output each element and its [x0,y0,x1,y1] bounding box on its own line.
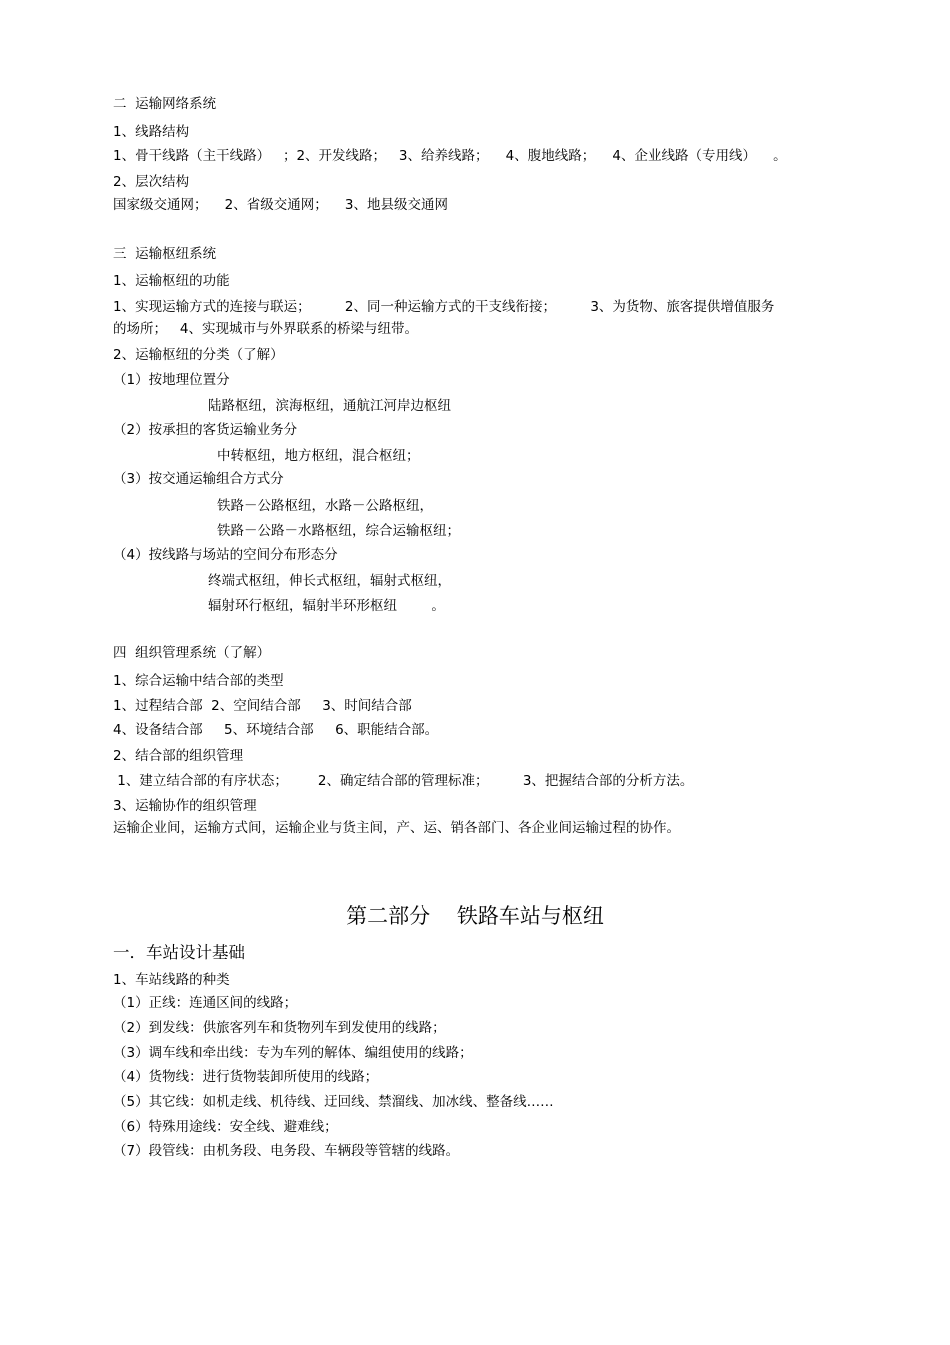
item-line-structure-detail: 1、骨干线路（主干线路） ；2、开发线路； 3、给养线路； 4、腹地线路； 4、企业线路（专用线） 。 [113,148,787,164]
item-line-structure: 1、线路结构 [113,124,190,140]
item-hub-function-detail-2: 的场所； 4、实现城市与外界联系的桥梁与纽带。 [113,321,418,337]
section-heading-hub: 三 运输枢纽系统 [113,246,217,262]
item-cooperation-detail: 运输企业间，运输方式间，运输企业与货主间，产、运、销各部门、各企业间运输过程的协作。 [113,820,680,836]
item-junction-types-line-2: 4、设备结合部 5、环境结合部 6、职能结合部。 [113,722,439,738]
item-hub-function-detail-1: 1、实现运输方式的连接与联运； 2、同一种运输方式的干支线衔接； 3、为货物、旅客提供增值服务 [113,299,775,315]
category-spatial-detail-1: 终端式枢纽，伸长式枢纽，辐射式枢纽， [208,573,451,589]
section-heading-management: 四 组织管理系统（了解） [113,645,271,661]
item-junction-management: 2、结合部的组织管理 [113,748,244,764]
category-combination: （3）按交通运输组合方式分 [113,471,284,487]
item-junction-management-detail: 1、建立结合部的有序状态； 2、确定结合部的管理标准； 3、把握结合部的分析方法。 [113,773,694,789]
list-item: （1）正线：连通区间的线路； [113,995,298,1011]
category-spatial-detail-2: 辐射环行枢纽，辐射半环形枢纽 。 [208,598,445,614]
list-item: （3）调车线和牵出线：专为车列的解体、编组使用的线路； [113,1045,473,1061]
item-hub-classification: 2、运输枢纽的分类（了解） [113,347,284,363]
part-title: 第二部分 铁路车站与枢纽 [346,904,604,928]
item-junction-types: 1、综合运输中结合部的类型 [113,673,284,689]
category-spatial: （4）按线路与场站的空间分布形态分 [113,547,338,563]
item-hierarchy: 2、层次结构 [113,174,190,190]
item-hierarchy-detail: 国家级交通网； 2、省级交通网； 3、地县级交通网 [113,197,449,213]
item-cooperation: 3、运输协作的组织管理 [113,798,257,814]
list-item: （7）段管线：由机务段、电务段、车辆段等管辖的线路。 [113,1143,460,1159]
category-business: （2）按承担的客货运输业务分 [113,422,298,438]
list-item: （2）到发线：供旅客列车和货物列车到发使用的线路； [113,1020,446,1036]
item-junction-types-line-1: 1、过程结合部 2、空间结合部 3、时间结合部 [113,698,412,714]
item-station-line-types: 1、车站线路的种类 [113,972,230,988]
category-geographic: （1）按地理位置分 [113,372,230,388]
list-item: （6）特殊用途线：安全线、避难线； [113,1119,338,1135]
list-item: （5）其它线：如机走线、机待线、迂回线、禁溜线、加冰线、整备线…… [113,1094,554,1110]
item-hub-function: 1、运输枢纽的功能 [113,273,230,289]
part-subtitle: 一．车站设计基础 [113,943,245,962]
category-combination-detail-1: 铁路－公路枢纽，水路－公路枢纽， [217,498,433,514]
section-heading-network: 二 运输网络系统 [113,96,217,112]
category-combination-detail-2: 铁路－公路－水路枢纽，综合运输枢纽； [217,523,460,539]
category-geographic-detail: 陆路枢纽，滨海枢纽，通航江河岸边枢纽 [208,398,451,414]
category-business-detail: 中转枢纽，地方枢纽，混合枢纽； [217,448,420,464]
list-item: （4）货物线：进行货物装卸所使用的线路； [113,1069,379,1085]
